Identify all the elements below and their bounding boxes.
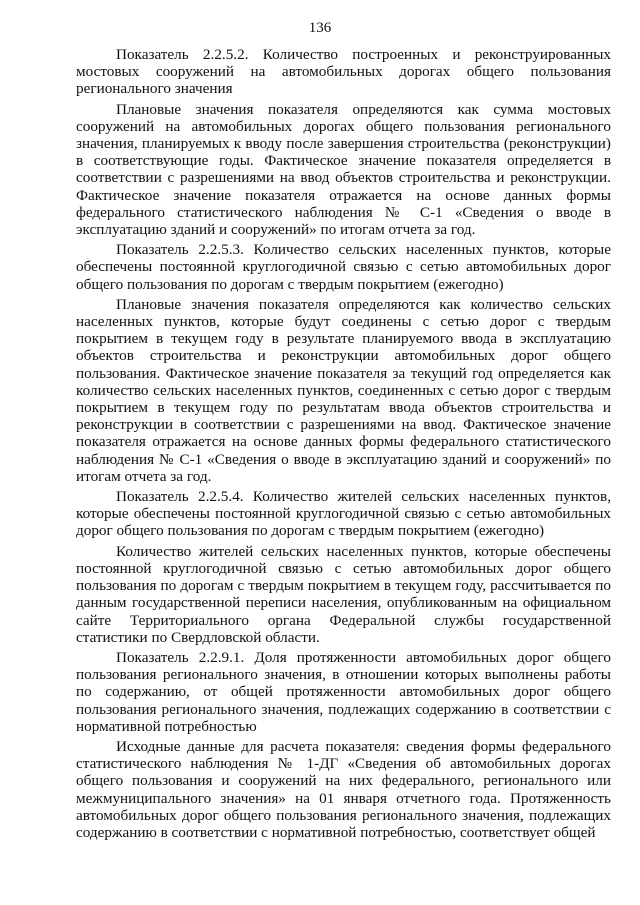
indicator-heading-2-2-5-4: Показатель 2.2.5.4. Количество жителей сельских населенных пунктов, которые обеспечены постоянной круглогодичной связью с сетью автомобильных дорог общего пользования по дорогам с твердым покрытием (ежегодно) [76,488,611,540]
paragraph-text: Плановые значения показателя определяются как сумма мостовых сооружений на автомобильных дорогах общего пользования регионального значения, планируемых к вводу после завершения строительства (реконструкции) в соответствующие годы. Фактическое значение показателя определяется в соответствии с разрешениями на ввод объектов строительства и реконструкции. Фактическое значение показателя отражается на основе данных формы федерального статистического наблюдения № С-1 «Сведения о вводе в эксплуатацию зданий и сооружений» по итогам отчета за год. [76,100,611,239]
indicator-heading-2-2-9-1: Показатель 2.2.9.1. Доля протяженности автомобильных дорог общего пользования регионального значения, в отношении которых выполнены работы по содержанию, от общей протяженности автомобильных дорог общего пользования регионального значения, подлежащих содержанию в соответствии с нормативной потребностью [76,648,611,735]
paragraph-text: Количество жителей сельских населенных пунктов, которые обеспечены постоянной круглогодичной связью с сетью автомобильных дорог общего пользования по дорогам с твердым покрытием в текущем году, рассчитывается по данным государственной переписи населения, опубликованным на официальном сайте Территориального органа Федеральной службы государственной статистики по Свердловской области. [76,542,611,646]
paragraph-text: Плановые значения показателя определяются как количество сельских населенных пунктов, которые будут соединены с сетью дорог с твердым покрытием в текущем году в результате планируемого ввода в эксплуатацию объектов строительства и реконструкции автомобильных дорог общего пользования. Фактическое значение показателя за текущий год определяется как количество сельских населенных пунктов, соединенных с сетью дорог с твердым покрытием в текущем году по результатам ввода объектов строительства и реконструкции в соответствии с разрешениями на ввод. Фактическое значение показателя отражается на основе данных формы федерального статистического наблюдения № С-1 «Сведения о вводе в эксплуатацию зданий и сооружений» по итогам отчета за год. [76,295,611,485]
page-number: 136 [308,20,332,36]
paragraph-text: Исходные данные для расчета показателя: сведения формы федерального статистического наблюдения № 1-ДГ «Сведения об автомобильных дорогах общего пользования и сооружений на них федерального, регионального или межмуниципального значения» на 01 января отчетного года. Протяженность автомобильных дорог общего пользования регионального значения, подлежащих содержанию в соответствии с нормативной потребностью, соответствует общей [76,737,611,841]
indicator-heading-2-2-5-2: Показатель 2.2.5.2. Количество построенных и реконструированных мостовых сооружений на автомобильных дорогах общего пользования регионального значения [76,46,611,98]
indicator-heading-2-2-5-3: Показатель 2.2.5.3. Количество сельских населенных пунктов, которые обеспечены постоянной круглогодичной связью с сетью автомобильных дорог общего пользования по дорогам с твердым покрытием (ежегодно) [76,241,611,293]
document-body [76,46,611,844]
